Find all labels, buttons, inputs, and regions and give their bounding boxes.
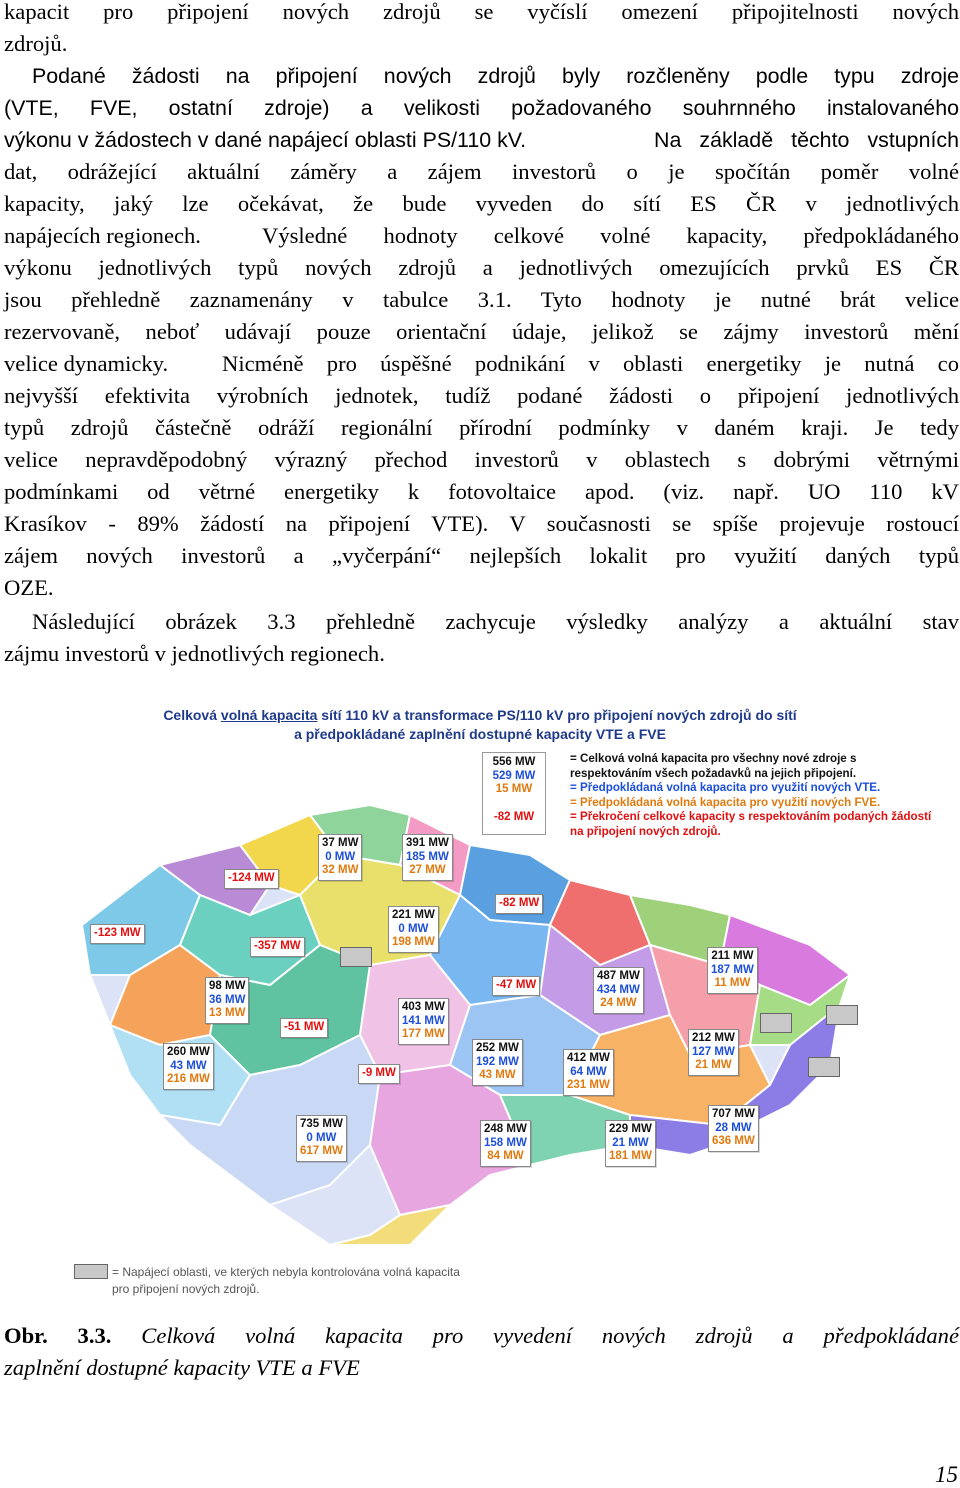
text-line: výkonu v žádostech v dané napájecí oblasti PS/110 kV. [4, 128, 527, 152]
text-line: rezervovaně, neboť udávají pouze orientační údaje, jelikož se zájmy investorů mění [4, 319, 959, 344]
text-line: Na základě těchto vstupních [654, 128, 959, 152]
text-line: Nicméně pro úspěšné podnikání v oblasti energetiky je nutná co [222, 351, 959, 376]
overload-label: -47 MW [492, 976, 540, 996]
text-line: Podané žádosti na připojení nových zdrojů byly rozčleněny podle typu zdroje [32, 64, 959, 88]
overload-label: -357 MW [250, 937, 305, 957]
overload-label: -124 MW [224, 869, 279, 889]
text-line: zájmu investorů v jednotlivých regionech. [4, 641, 385, 666]
text-line: jsou přehledně zaznamenány v tabulce 3.1. Tyto hodnoty je nutné brát velice [4, 287, 959, 312]
text-line: dat, odrážející aktuální záměry a zájem investorů o je spočítán poměr volné [4, 159, 959, 184]
unchecked-area-marker [808, 1057, 840, 1077]
region-label: 391 MW 185 MW 27 MW [402, 834, 453, 881]
text-line: velice nepravděpodobný výrazný přechod investorů v oblastech s dobrými větrnými [4, 447, 959, 472]
text-line: zájem nových investorů a „vyčerpání“ nejlepších lokalit pro využití daných typů [4, 543, 959, 568]
overload-label: -51 MW [280, 1018, 328, 1038]
region-label: 707 MW 28 MW 636 MW [708, 1105, 759, 1152]
text-line: kapacity, jaký lze očekávat, že bude vyveden do sítí ES ČR v jednotlivých [4, 191, 959, 216]
region-label: 229 MW 21 MW 181 MW [605, 1120, 656, 1167]
text-line: zdrojů. [4, 31, 68, 56]
footnote-text: = Napájecí oblasti, ve kterých nebyla kontrolována volná kapacita pro připojení nových zdrojů. [112, 1265, 460, 1296]
text-line: napájecích regionech. [4, 223, 201, 248]
text-line: typů zdrojů částečně odráží regionální přírodní podmínky v daném kraji. Je tedy [4, 415, 959, 440]
unchecked-area-marker [826, 1005, 858, 1025]
region-label: 252 MW 192 MW 43 MW [472, 1039, 523, 1086]
figure-title: Celková volná kapacita sítí 110 kV a transformace PS/110 kV pro připojení nových zdrojů do sítí a předpokládané zaplnění dostupné kapacity VTE a FVE [163, 707, 797, 742]
figure-caption: Obr. 3.3. Celková volná kapacita pro vyvedení nových zdrojů a předpokládané zaplnění dostupné kapacity VTE a FVE [4, 1323, 960, 1380]
text-line: kapacit pro připojení nových zdrojů se vyčíslí omezení připojitelnosti nových [4, 0, 959, 24]
overload-label: -123 MW [90, 924, 145, 944]
text-line: podmínkami od větrné energetiky k fotovoltaice apod. (viz. např. UO 110 kV [4, 479, 959, 504]
region-label: 211 MW 187 MW 11 MW [707, 947, 758, 994]
region-label: 212 MW 127 MW 21 MW [688, 1029, 739, 1076]
region-label: 487 MW 434 MW 24 MW [593, 967, 644, 1014]
legend-sample: 556 MW 529 MW 15 MW -82 MW [482, 752, 546, 835]
text-line: výkonu jednotlivých typů nových zdrojů a jednotlivých omezujících prvků ES ČR [4, 255, 959, 280]
text-line: nejvyšší efektivita výrobních jednotek, tudíž podané žádosti o připojení jednotlivých [4, 383, 959, 408]
region-label: 260 MW 43 MW 216 MW [163, 1043, 214, 1090]
unchecked-area-marker [340, 947, 372, 967]
text-line: Krasíkov - 89% žádostí na připojení VTE). V současnosti se spíše projevuje rostoucí [4, 511, 959, 536]
footnote-marker [74, 1264, 108, 1279]
text-line: Následující obrázek 3.3 přehledně zachycuje výsledky analýzy a aktuální stav [32, 609, 959, 634]
region-label: 37 MW 0 MW 32 MW [318, 834, 362, 881]
overload-label: -82 MW [495, 894, 543, 914]
legend-text: = Celková volná kapacita pro všechny nové zdroje s respektováním všech požadavků na jejich připojení. = Předpokládaná volná kapacita pro využití nových VTE. = Předpokládaná volná kapacita pro využití nových FVE. = Překročení celkové kapacity s respektováním podaných žádostí na připojení nových zdrojů. [570, 752, 932, 838]
text-line: OZE. [4, 575, 54, 600]
text-line: Výsledné hodnoty celkové volné kapacity, předpokládaného [262, 223, 959, 248]
text-line: (VTE, FVE, ostatní zdroje) a velikosti požadovaného souhrnného instalovaného [4, 96, 959, 120]
region-label: 248 MW 158 MW 84 MW [480, 1120, 531, 1167]
overload-label: -9 MW [358, 1064, 400, 1084]
region-label: 221 MW 0 MW 198 MW [388, 906, 439, 953]
text-line: velice dynamicky. [4, 351, 169, 376]
region-label: 403 MW 141 MW 177 MW [398, 998, 449, 1045]
page-number: 15 [935, 1462, 958, 1487]
region-label: 98 MW 36 MW 13 MW [205, 977, 249, 1024]
region-label: 412 MW 64 MW 231 MW [563, 1049, 614, 1096]
region-label: 735 MW 0 MW 617 MW [296, 1115, 347, 1162]
unchecked-area-marker [760, 1013, 792, 1033]
